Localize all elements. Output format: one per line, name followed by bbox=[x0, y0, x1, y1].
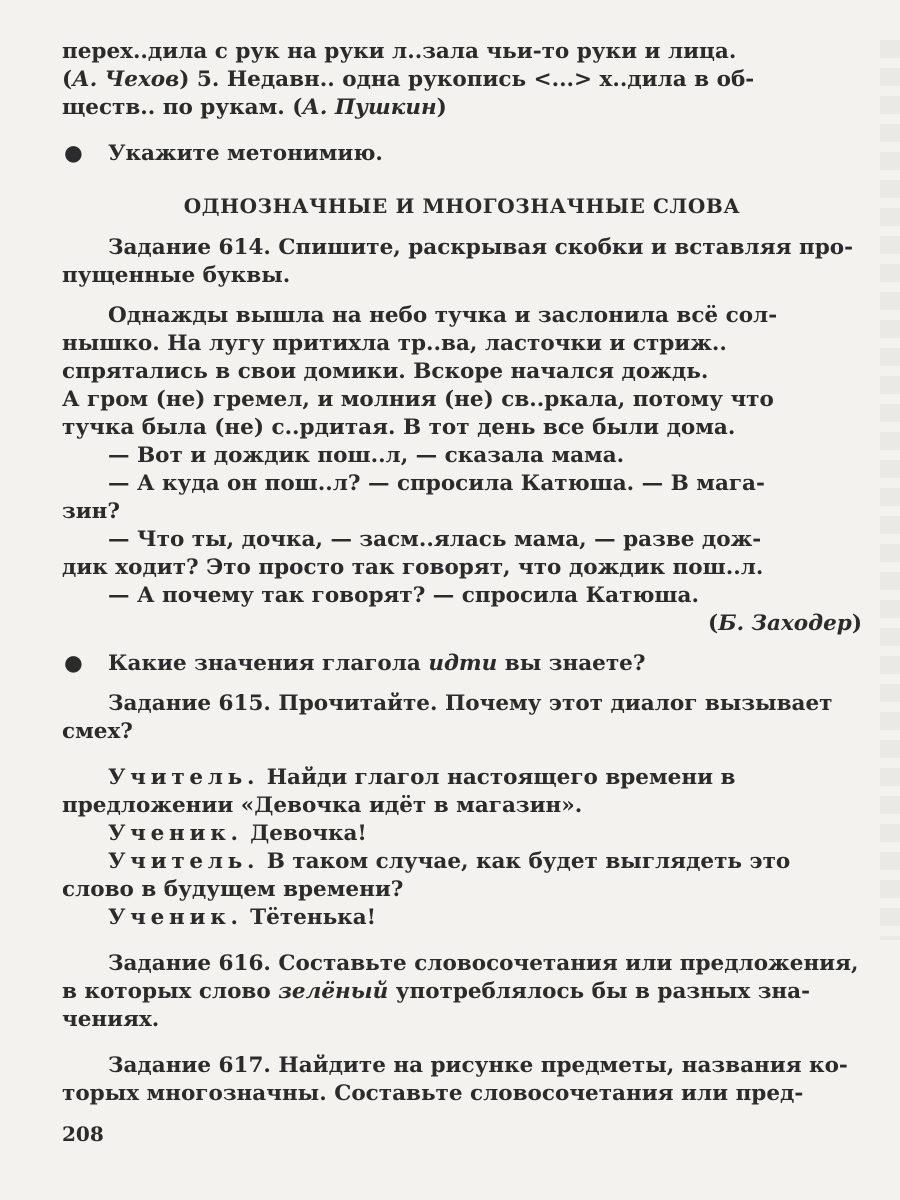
bullet-question-metonymy: ● Укажите метонимию. bbox=[64, 141, 383, 166]
text-line: перех..дила с рук на руки л..зала чьи-то руки и лица. bbox=[62, 39, 737, 64]
speaker: Учитель. bbox=[108, 765, 260, 790]
task-617-cont: торых многозначны. Составьте словосочетания или пред- bbox=[62, 1081, 804, 1106]
author-name: А. Пушкин bbox=[302, 95, 437, 120]
dialog-line: предложении «Девочка идёт в магазин». bbox=[62, 793, 583, 818]
author-name: А. Чехов bbox=[72, 67, 180, 92]
task-label: Задание 615. bbox=[108, 691, 271, 716]
dialog-line: Учитель. Найди глагол настоящего времени в bbox=[108, 765, 736, 790]
story-line: Однажды вышла на небо тучка и заслонила всё сол- bbox=[108, 303, 778, 328]
speaker: Ученик. bbox=[108, 905, 243, 930]
bleed-through-margin bbox=[880, 40, 900, 940]
story-line: — Вот и дождик пош..л, — сказала мама. bbox=[108, 443, 625, 468]
task-616-cont: чениях. bbox=[62, 1007, 160, 1032]
story-line: тучка была (не) с..рдитая. В тот день все были дома. bbox=[62, 415, 736, 440]
dialog-line: Ученик. Тётенька! bbox=[108, 905, 377, 930]
story-line: — Что ты, дочка, — засм..ялась мама, — разве дож- bbox=[108, 527, 762, 552]
bullet-icon: ● bbox=[64, 651, 83, 676]
page-content bbox=[62, 38, 862, 1108]
story-line: дик ходит? Это просто так говорят, что дождик пош..л. bbox=[62, 555, 764, 580]
task-615: Задание 615. Прочитайте. Почему этот диалог вызывает bbox=[108, 691, 833, 716]
task-label: Задание 614. bbox=[108, 235, 271, 260]
story-line: — А куда он пош..л? — спросила Катюша. — В мага- bbox=[108, 471, 765, 496]
story-author: (Б. Заходер) bbox=[708, 611, 862, 636]
story-line: спрятались в свои домики. Вскоре начался дождь. bbox=[62, 359, 709, 384]
page-number: 208 bbox=[62, 1122, 104, 1146]
task-label: Задание 616. bbox=[108, 951, 271, 976]
task-614: Задание 614. Спишите, раскрывая скобки и вставляя про- bbox=[108, 235, 853, 260]
section-heading: ОДНОЗНАЧНЫЕ И МНОГОЗНАЧНЫЕ СЛОВА bbox=[183, 194, 741, 218]
text-line: ществ.. по рукам. (А. Пушкин) bbox=[62, 95, 447, 120]
story-line: А гром (не) гремел, и молния (не) св..ркала, потому что bbox=[62, 387, 774, 412]
story-line: зин? bbox=[62, 499, 121, 524]
task-617: Задание 617. Найдите на рисунке предметы, названия ко- bbox=[108, 1053, 848, 1078]
speaker: Учитель. bbox=[108, 849, 260, 874]
story-line: — А почему так говорят? — спросила Катюша. bbox=[108, 583, 699, 608]
task-label: Задание 617. bbox=[108, 1053, 271, 1078]
bullet-question-idti: ● Какие значения глагола идти вы знаете? bbox=[64, 651, 646, 676]
task-616-cont: в которых слово зелёный употреблялось бы в разных зна- bbox=[62, 979, 811, 1004]
task-616: Задание 616. Составьте словосочетания или предложения, bbox=[108, 951, 859, 976]
speaker: Ученик. bbox=[108, 821, 243, 846]
dialog-line: слово в будущем времени? bbox=[62, 877, 404, 902]
dialog-line: Учитель. В таком случае, как будет выглядеть это bbox=[108, 849, 791, 874]
story-line: нышко. На лугу притихла тр..ва, ласточки и стриж.. bbox=[62, 331, 727, 356]
text-line: (А. Чехов) 5. Недавн.. одна рукопись <...> х..дила в об- bbox=[62, 67, 755, 92]
dialog-line: Ученик. Девочка! bbox=[108, 821, 367, 846]
task-614-cont: пущенные буквы. bbox=[62, 263, 291, 288]
task-615-cont: смех? bbox=[62, 719, 133, 744]
bullet-icon: ● bbox=[64, 141, 83, 166]
